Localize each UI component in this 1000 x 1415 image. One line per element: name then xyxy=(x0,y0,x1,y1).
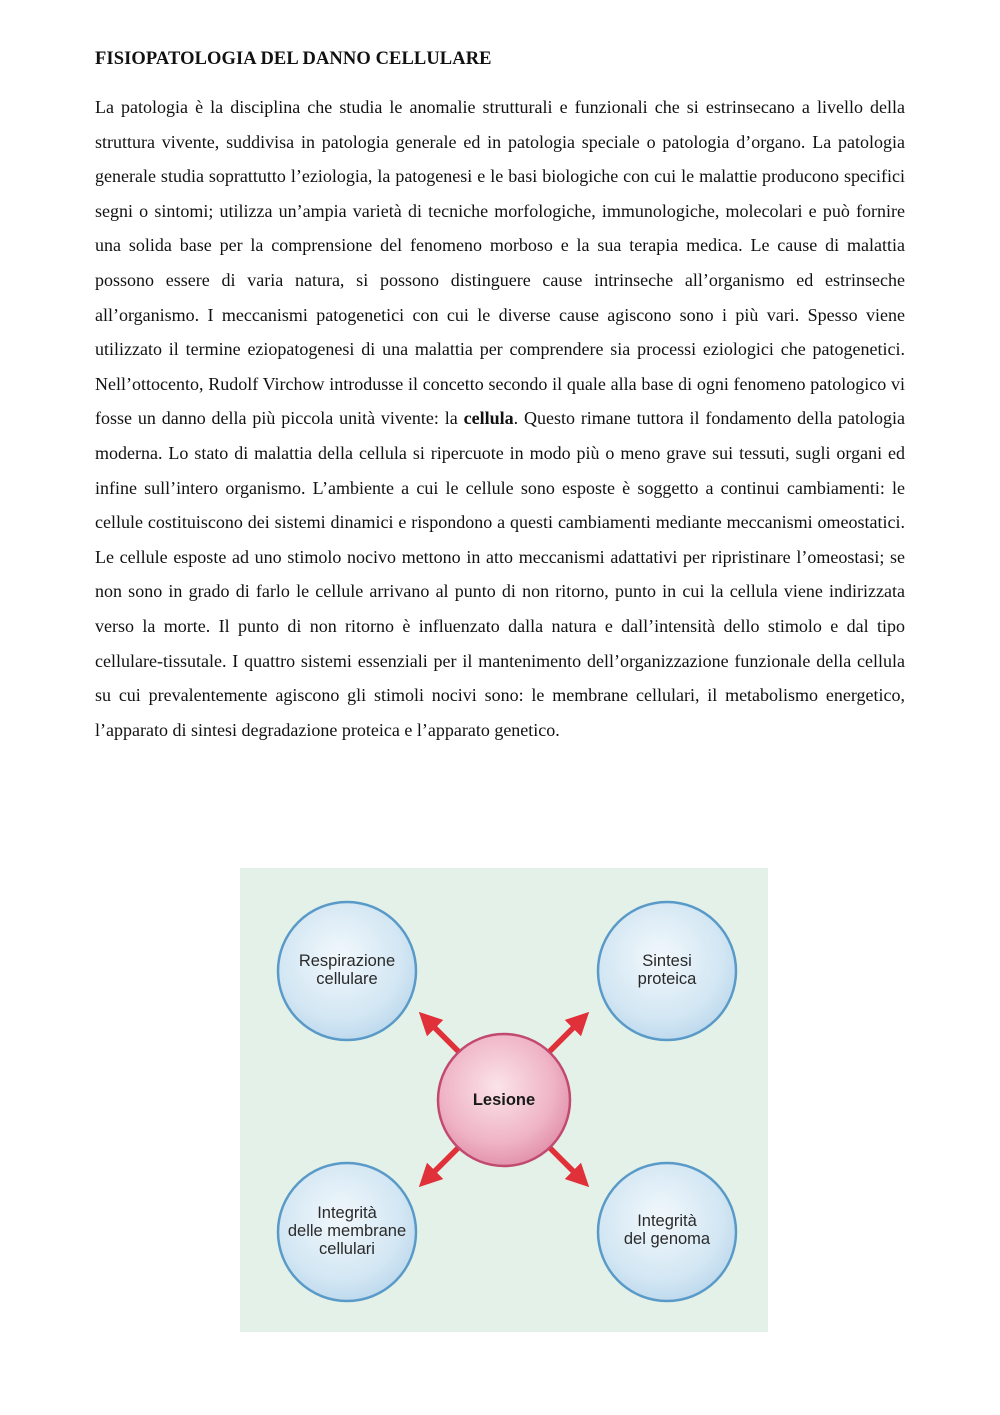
paragraph-text-part-2: . Questo rimane tuttora il fondamento della patologia moderna. Lo stato di malattia della cellula si ripercuote in modo più o meno grave sui tessuti, sugli organi ed infine sull’intero organismo. L’ambiente a cui le cellule sono esposte è soggetto a continui cambiamenti: le cellule costituiscono dei sistemi dinamici e rispondono a questi cambiamenti mediante meccanismi omeostatici. Le cellule esposte ad uno stimolo nocivo mettono in atto meccanismi adattativi per ripristinare l’omeostasi; se non sono in grado di farlo le cellule arrivano al punto di non ritorno, punto in cui la cellula viene indirizzata verso la morte. Il punto di non ritorno è influenzato dalla natura e dall’intensità dello stimolo e dal tipo cellulare-tissutale. I quattro sistemi essenziali per il mantenimento dell’organizzazione funzionale della cellula su cui prevalentemente agiscono gli stimoli nocivi sono: le membrane cellulari, il metabolismo energetico, l’apparato di sintesi degradazione proteica e l’apparato genetico. xyxy=(95,408,905,740)
arrow-to-membrane xyxy=(427,1144,462,1179)
paragraph-text-part-1: La patologia è la disciplina che studia le anomalie strutturali e funzionali che si estrinsecano a livello della struttura vivente, suddivisa in patologia generale ed in patologia speciale o patologia d’organo. La patologia generale studia soprattutto l’eziologia, la patogenesi e le basi biologiche con cui le malattie producono specifici segni o sintomi; utilizza un’ampia varietà di tecniche morfologiche, immunologiche, molecolari e può fornire una solida base per la comprensione del fenomeno morboso e la sua terapia medica. Le cause di malattia possono essere di varia natura, si possono distinguere cause intrinseche all’organismo ed estrinseche all’organismo. I meccanismi patogenetici con cui le diverse cause agiscono sono i più vari. Spesso viene utilizzato il termine eziopatogenesi di una malattia per comprendere sia processi eziologici che patogenetici. Nell’ottocento, Rudolf Virchow introdusse il concetto secondo il quale alla base di ogni fenomeno patologico vi fosse un danno della più piccola unità vivente: la xyxy=(95,97,905,429)
label-line: Integrità xyxy=(317,1204,377,1222)
arrow-to-respirazione xyxy=(427,1020,462,1055)
cell-injury-diagram xyxy=(240,868,768,1332)
label-line: cellulare xyxy=(316,970,378,988)
document-title: FISIOPATOLOGIA DEL DANNO CELLULARE xyxy=(95,49,492,69)
document-page xyxy=(95,46,905,747)
label-membrane xyxy=(277,1204,417,1258)
label-line: del genoma xyxy=(623,1230,711,1248)
bold-term-cellula: cellula xyxy=(463,408,514,429)
arrow-to-sintesi xyxy=(546,1020,581,1055)
label-line: delle membrane xyxy=(287,1222,407,1240)
label-lesione xyxy=(434,1091,574,1109)
label-line: Sintesi xyxy=(642,952,692,970)
label-genoma xyxy=(597,1212,737,1248)
label-line: proteica xyxy=(637,970,697,988)
label-respirazione xyxy=(277,952,417,988)
arrow-to-genoma xyxy=(546,1144,581,1179)
label-sintesi xyxy=(597,952,737,988)
label-line: Integrità xyxy=(637,1212,697,1230)
body-paragraph xyxy=(95,90,905,747)
label-line: cellulari xyxy=(319,1240,375,1258)
label-line: Respirazione xyxy=(298,952,396,970)
label-line: Lesione xyxy=(472,1091,536,1109)
